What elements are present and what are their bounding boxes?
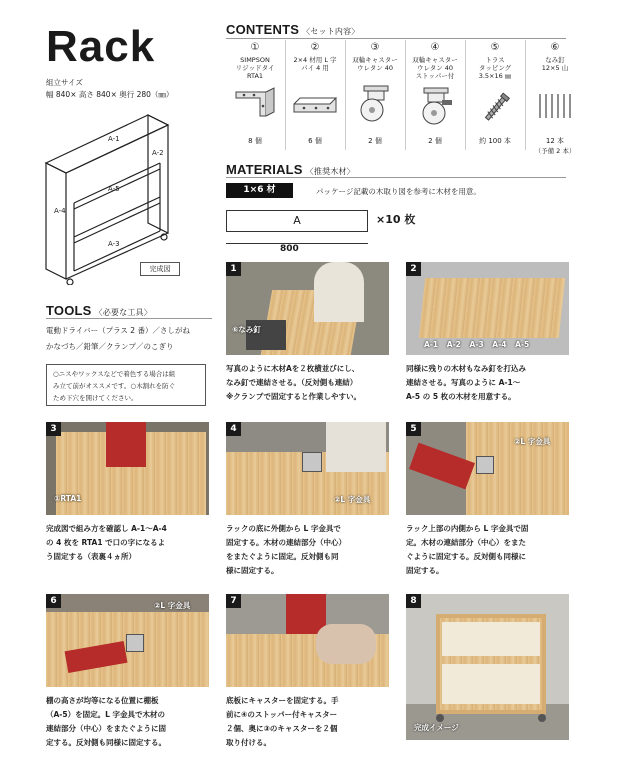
part-item: ② 2×4 材用 L 字 パイ 4 用 6 個 (286, 42, 344, 72)
board-count: ×10 枚 (376, 213, 416, 226)
part-item: ⑤ トラス タッピング 3.5×16 ㎜ 約 100 本 (466, 42, 524, 80)
diagram-label-a1: A-1 (108, 135, 120, 143)
size-label: 組立サイズ (46, 78, 83, 87)
tools-note: ○ニスやワックスなどで着色する場合は組 み立て前がオススメです。○木割れを防ぐ ため下穴を開けてください。 (46, 364, 206, 406)
step-badge: 5 (406, 422, 421, 436)
part-item: ③ 双輪キャスター ウレタン 40 2 個 (352, 42, 398, 145)
dimension-line (226, 236, 368, 244)
step-2-labels: A-1 A-2 A-3 A-4 A-5 (424, 340, 530, 349)
contents-heading: CONTENTS 〈セット内容〉 (226, 22, 360, 37)
materials-note: パッケージ記載の木取り図を参考に木材を用意。 (316, 187, 481, 196)
completed-label: 完成図 (140, 262, 180, 276)
step-7-photo (226, 594, 389, 687)
step-badge: 6 (46, 594, 61, 608)
board-a: A (226, 210, 368, 232)
step-badge: 3 (46, 422, 61, 436)
screw-icon (478, 90, 514, 126)
step-1-photo: 1 ⑥なみ釘 (226, 262, 389, 355)
step-7-caption: 底板にキャスターを固定する。手 前に④のストッパー付キャスター ２個、奥に③のキャスターを２個 取り付ける。 (226, 696, 339, 747)
part-item: ① SIMPSON リジッドタイ RTA1 8 個 (226, 42, 284, 80)
step-3-photo: 3 ①RTA1 (46, 422, 209, 515)
step-1-caption: 写真のように木材Aを２枚横並びにし、 なみ釘で連結させる。（反対側も連結） ※クランプで固定すると作業しやすい。 (226, 364, 362, 401)
step-6-photo: 6 ②L 字金具 (46, 594, 209, 687)
step-badge: 4 (226, 422, 241, 436)
step-5-caption: ラック上部の内側から L 字金具で固 定。木材の連結部分（中心）をまた ぐように固定する。反対側も同様に 固定する。 (406, 524, 529, 575)
tools-heading: TOOLS 〈必要な工具〉 (46, 303, 152, 318)
tools-divider (46, 318, 212, 319)
diagram-label-a5: A-5 (108, 185, 120, 193)
step-2-caption: 同様に残りの木材もなみ釘を打込み 連結させる。写真のように A-1〜 A-5 の 5 枚の木材を用意する。 (406, 364, 526, 401)
materials-divider (226, 177, 566, 178)
part-item: ⑥ なみ釘 12×5 山 12 本 （予備 2 本） (534, 42, 576, 155)
tools-list: 電動ドライバー（プラス 2 番）／さしがね かなづち／鉛筆／クランプ／のこぎり (46, 326, 190, 351)
step-6-caption: 棚の高さが均等になる位置に棚板 （A-5）を固定。L 字金具で木材の 連結部分（中心）をまたぐように固 定する。反対側も同様に固定する。 (46, 696, 166, 747)
step-3-caption: 完成図で組み方を確認し A-1〜A-4 の 4 枚を RTA1 で口の字になるよ う固定する（表裏４ヵ所） (46, 524, 167, 561)
wood-type-tag: 1×6 材 (226, 183, 293, 198)
step-5-photo: 5 ②L 字金具 (406, 422, 569, 515)
diagram-label-a3: A-3 (108, 240, 120, 248)
diagram-label-a4: A-4 (54, 207, 66, 215)
step-badge: 1 (226, 262, 241, 276)
step-badge: 8 (406, 594, 421, 608)
step-badge: 7 (226, 594, 241, 608)
step-8-photo: 8 完成イメージ (406, 594, 569, 740)
stopper-caster-icon (414, 86, 458, 128)
size-value: 幅 840× 高さ 840× 奥行 280（㎜） (46, 90, 174, 99)
step-badge: 2 (406, 262, 421, 276)
nail-icon (536, 90, 576, 122)
rta1-bracket-icon (232, 86, 278, 122)
part-item: ④ 双輪キャスター ウレタン 40 ストッパー付 2 個 (412, 42, 458, 145)
step-2-photo (406, 262, 569, 355)
step-4-caption: ラックの底に外側から L 字金具で 固定する。木材の連結部分（中心） をまたぐように固定。反対側も同 様に固定する。 (226, 524, 346, 575)
page-title: Rack (46, 22, 156, 71)
l-bracket-icon (290, 88, 340, 120)
step-4-photo: 4 ②L 字金具 (226, 422, 389, 515)
diagram-label-a2: A-2 (152, 149, 164, 157)
board-length: 800 (280, 244, 299, 254)
materials-heading: MATERIALS 〈推奨木材〉 (226, 162, 355, 177)
caster-icon (354, 82, 398, 126)
rack-diagram (40, 105, 190, 285)
contents-divider (226, 38, 566, 39)
